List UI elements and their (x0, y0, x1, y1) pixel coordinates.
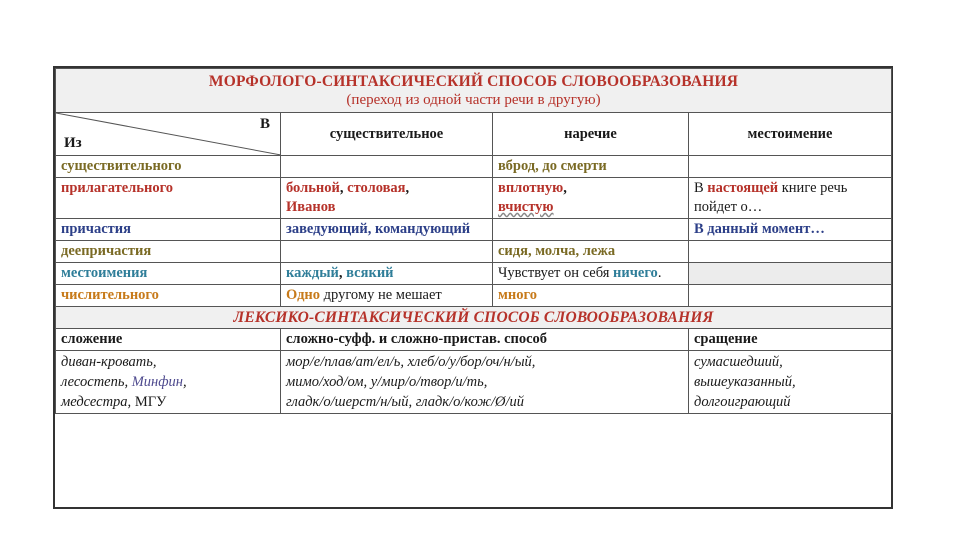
separator: , (339, 180, 348, 196)
sentence-text: Чувствует он себя (498, 265, 614, 281)
example-word: вплотную (498, 180, 564, 196)
example-word: всякий (346, 265, 394, 281)
pronoun-cell (689, 263, 892, 285)
example-line: диван-кровать, (61, 354, 157, 370)
adverb-cell (493, 263, 689, 285)
column-header-pronoun: местоимение (689, 113, 892, 156)
lex-fusion-examples (689, 351, 892, 414)
separator: . (657, 265, 662, 281)
example-word: настоящей (707, 180, 779, 196)
lex-compounding-examples (56, 351, 281, 414)
lex-header-compounding: сложение (56, 329, 281, 351)
example-word: Иванов (286, 199, 336, 215)
adverb-cell (493, 219, 689, 241)
pronoun-cell (689, 178, 892, 219)
example-word: больной (286, 180, 340, 196)
row-label: существительного (56, 156, 281, 178)
noun-cell (281, 156, 493, 178)
adverb-cell: много (493, 285, 689, 307)
lex-title-row (56, 307, 892, 329)
separator: , (563, 180, 567, 196)
sentence-text: книге речь пойдет о… (694, 180, 848, 215)
row-participle-source (56, 219, 892, 241)
lex-suffix-prefix-examples (281, 351, 689, 414)
lex-header-row (56, 329, 892, 351)
adverb-cell: сидя, молча, лежа (493, 241, 689, 263)
example-line: медсестра, (61, 394, 135, 410)
pronoun-cell: В данный момент… (689, 219, 892, 241)
lex-title-cell (56, 307, 892, 329)
lex-header-suffix-prefix: сложно-суфф. и сложно-пристав. способ (281, 329, 689, 351)
adverb-cell: вброд, до смерти (493, 156, 689, 178)
word-formation-table-frame (53, 66, 893, 509)
diagonal-divider (56, 113, 281, 155)
row-label: причастия (56, 219, 281, 241)
row-noun-source (56, 156, 892, 178)
example-line: мор/е/плав/ат/ел/ь, хлеб/о/у/бор/оч/н/ый, (286, 354, 536, 370)
lex-examples-row (56, 351, 892, 414)
noun-cell (281, 285, 493, 307)
column-header-row (56, 113, 892, 156)
separator: , (338, 265, 347, 281)
sentence-text: В (694, 180, 708, 196)
example-line: гладк/о/шерст/н/ый, гладк/о/кож/Ø/ий (286, 394, 525, 410)
row-gerund-source (56, 241, 892, 263)
row-label: числительного (56, 285, 281, 307)
noun-cell (281, 263, 493, 285)
example-line: лесостепь, (61, 374, 132, 390)
pronoun-cell (689, 285, 892, 307)
separator: , (182, 374, 187, 390)
pronoun-cell (689, 156, 892, 178)
morph-title: МОРФОЛОГО-СИНТАКСИЧЕСКИЙ СПОСОБ СЛОВООБРАЗОВАНИЯ (208, 73, 739, 90)
row-numeral-source (56, 285, 892, 307)
morph-title-row (56, 69, 892, 113)
sentence-text: другому не мешает (320, 287, 442, 303)
example-word: ничего (613, 265, 658, 281)
noun-cell (281, 178, 493, 219)
column-header-noun: существительное (281, 113, 493, 156)
example-line: мимо/ход/ом, у/мир/о/твор/и/ть, (286, 374, 488, 390)
row-label: деепричастия (56, 241, 281, 263)
pronoun-cell (689, 241, 892, 263)
column-header-adverb: наречие (493, 113, 689, 156)
example-word: Минфин (131, 374, 183, 390)
example-word: столовая (347, 180, 406, 196)
example-word: каждый (286, 265, 339, 281)
lex-title: ЛЕКСИКО-СИНТАКСИЧЕСКИЙ СПОСОБ СЛОВООБРАЗОВАНИЯ (233, 309, 714, 326)
row-label: местоимения (56, 263, 281, 285)
corner-from-label: Из (64, 135, 82, 151)
separator: , (405, 180, 410, 196)
word-formation-table (55, 68, 892, 414)
example-word: вчистую (498, 199, 554, 215)
example-line: вышеуказанный, (694, 374, 796, 390)
corner-to-label: В (259, 116, 270, 132)
example-word: МГУ (134, 394, 167, 410)
morph-subtitle: (переход из одной части речи в другую) (346, 92, 601, 108)
row-label: прилагательного (56, 178, 281, 219)
example-word: Одно (286, 287, 321, 303)
morph-title-cell (56, 69, 892, 113)
example-line: сумасшедший, (694, 354, 783, 370)
row-pronoun-source (56, 263, 892, 285)
example-line: долгоиграющий (694, 394, 791, 410)
noun-cell: заведующий, командующий (281, 219, 493, 241)
adverb-cell (493, 178, 689, 219)
noun-cell (281, 241, 493, 263)
corner-header-cell (56, 113, 281, 156)
row-adjective-source (56, 178, 892, 219)
lex-header-fusion: сращение (689, 329, 892, 351)
